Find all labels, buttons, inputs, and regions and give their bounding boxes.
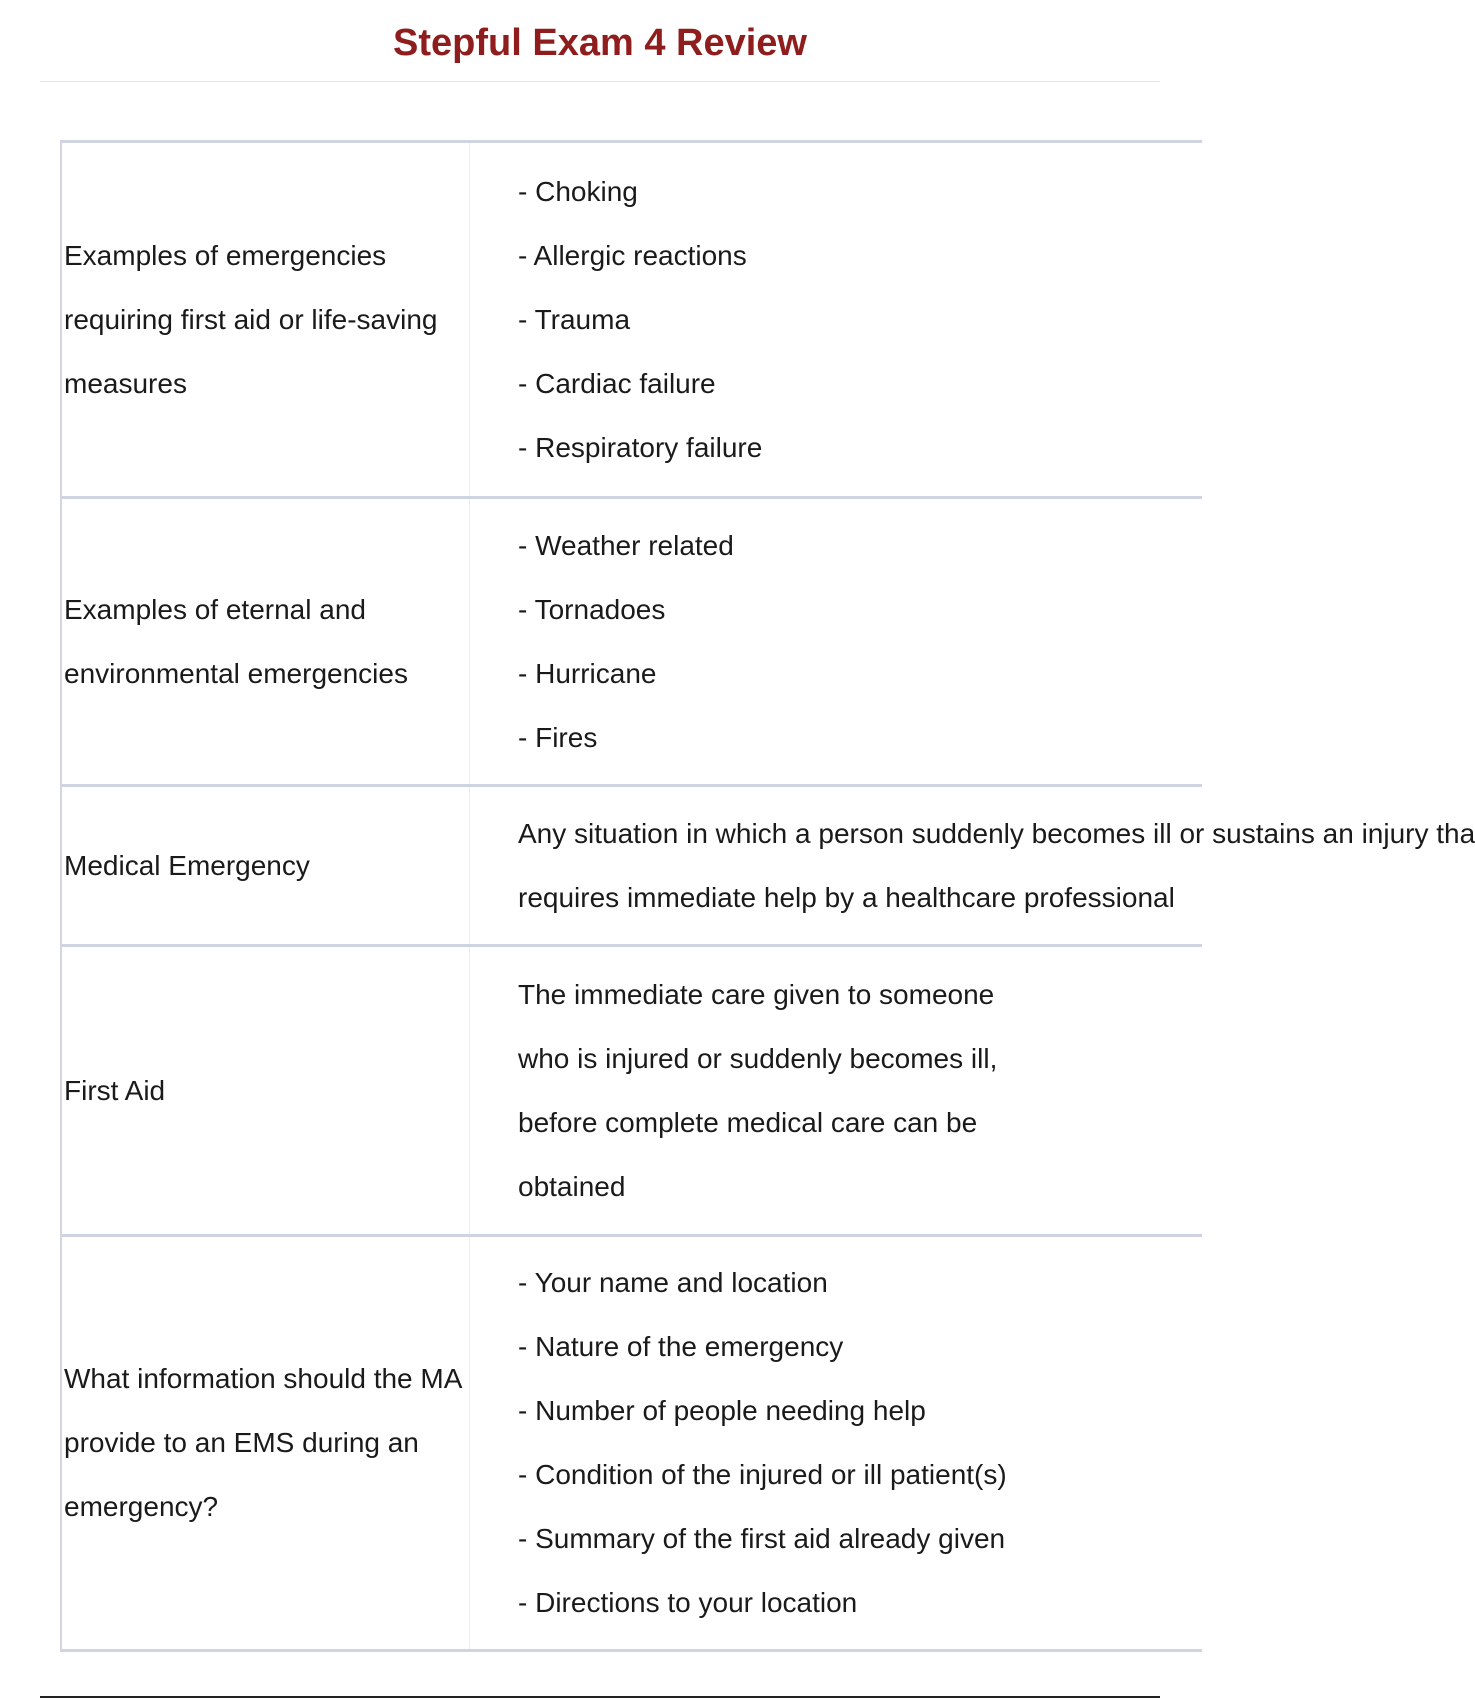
definition-line: - Trauma [518,303,631,335]
definition-line: - Allergic reactions [518,239,747,271]
title-divider [40,81,1160,82]
definition-line: obtained [518,1170,626,1202]
definition-line: - Directions to your location [518,1587,858,1618]
table-row [62,944,1202,1234]
definition-cell [470,499,1202,784]
page-header [0,0,1200,80]
definition-line: requires immediate help by a healthcare professional [518,881,1175,913]
definition-line: - Respiratory failure [518,431,763,463]
definition-line: - Nature of the emergency [518,1331,844,1362]
term-cell: First Aid [62,947,470,1234]
definition-line: before complete medical care can be [518,1106,978,1138]
definition-line: - Number of people needing help [518,1395,926,1426]
definition-line: - Choking [518,175,638,207]
definition-line: - Weather related [518,529,734,561]
definition-line: - Fires [518,721,598,753]
term-cell: Examples of eternal and environmental emergencies [62,499,470,784]
table-row [62,140,1202,496]
definition-line: - Hurricane [518,657,657,689]
table-row [62,1234,1202,1652]
term-cell: Examples of emergencies requiring first aid or life-saving measures [62,143,470,496]
term-cell: What information should the MA provide to an EMS during an emergency? [62,1237,470,1649]
review-table [60,140,1475,1652]
bottom-divider [40,1696,1160,1698]
definition-line: - Tornadoes [518,593,666,625]
definition-cell [470,787,1475,944]
definition-cell [470,947,1202,1234]
definition-line: - Cardiac failure [518,367,716,399]
definition-line: who is injured or suddenly becomes ill, [518,1042,998,1074]
definition-line: - Condition of the injured or ill patient(s) [518,1459,1007,1490]
table-row [62,784,1475,944]
page-title: Stepful Exam 4 Review [393,22,807,64]
definition-line: The immediate care given to someone [518,978,995,1010]
definition-line: Any situation in which a person suddenly becomes ill or sustains an injury tha [518,817,1475,849]
table-row [62,496,1202,784]
definition-line: - Summary of the first aid already given [518,1523,1006,1554]
definition-cell [470,1237,1202,1649]
definition-cell [470,143,1202,496]
term-cell: Medical Emergency [62,787,470,944]
definition-line: - Your name and location [518,1267,828,1298]
